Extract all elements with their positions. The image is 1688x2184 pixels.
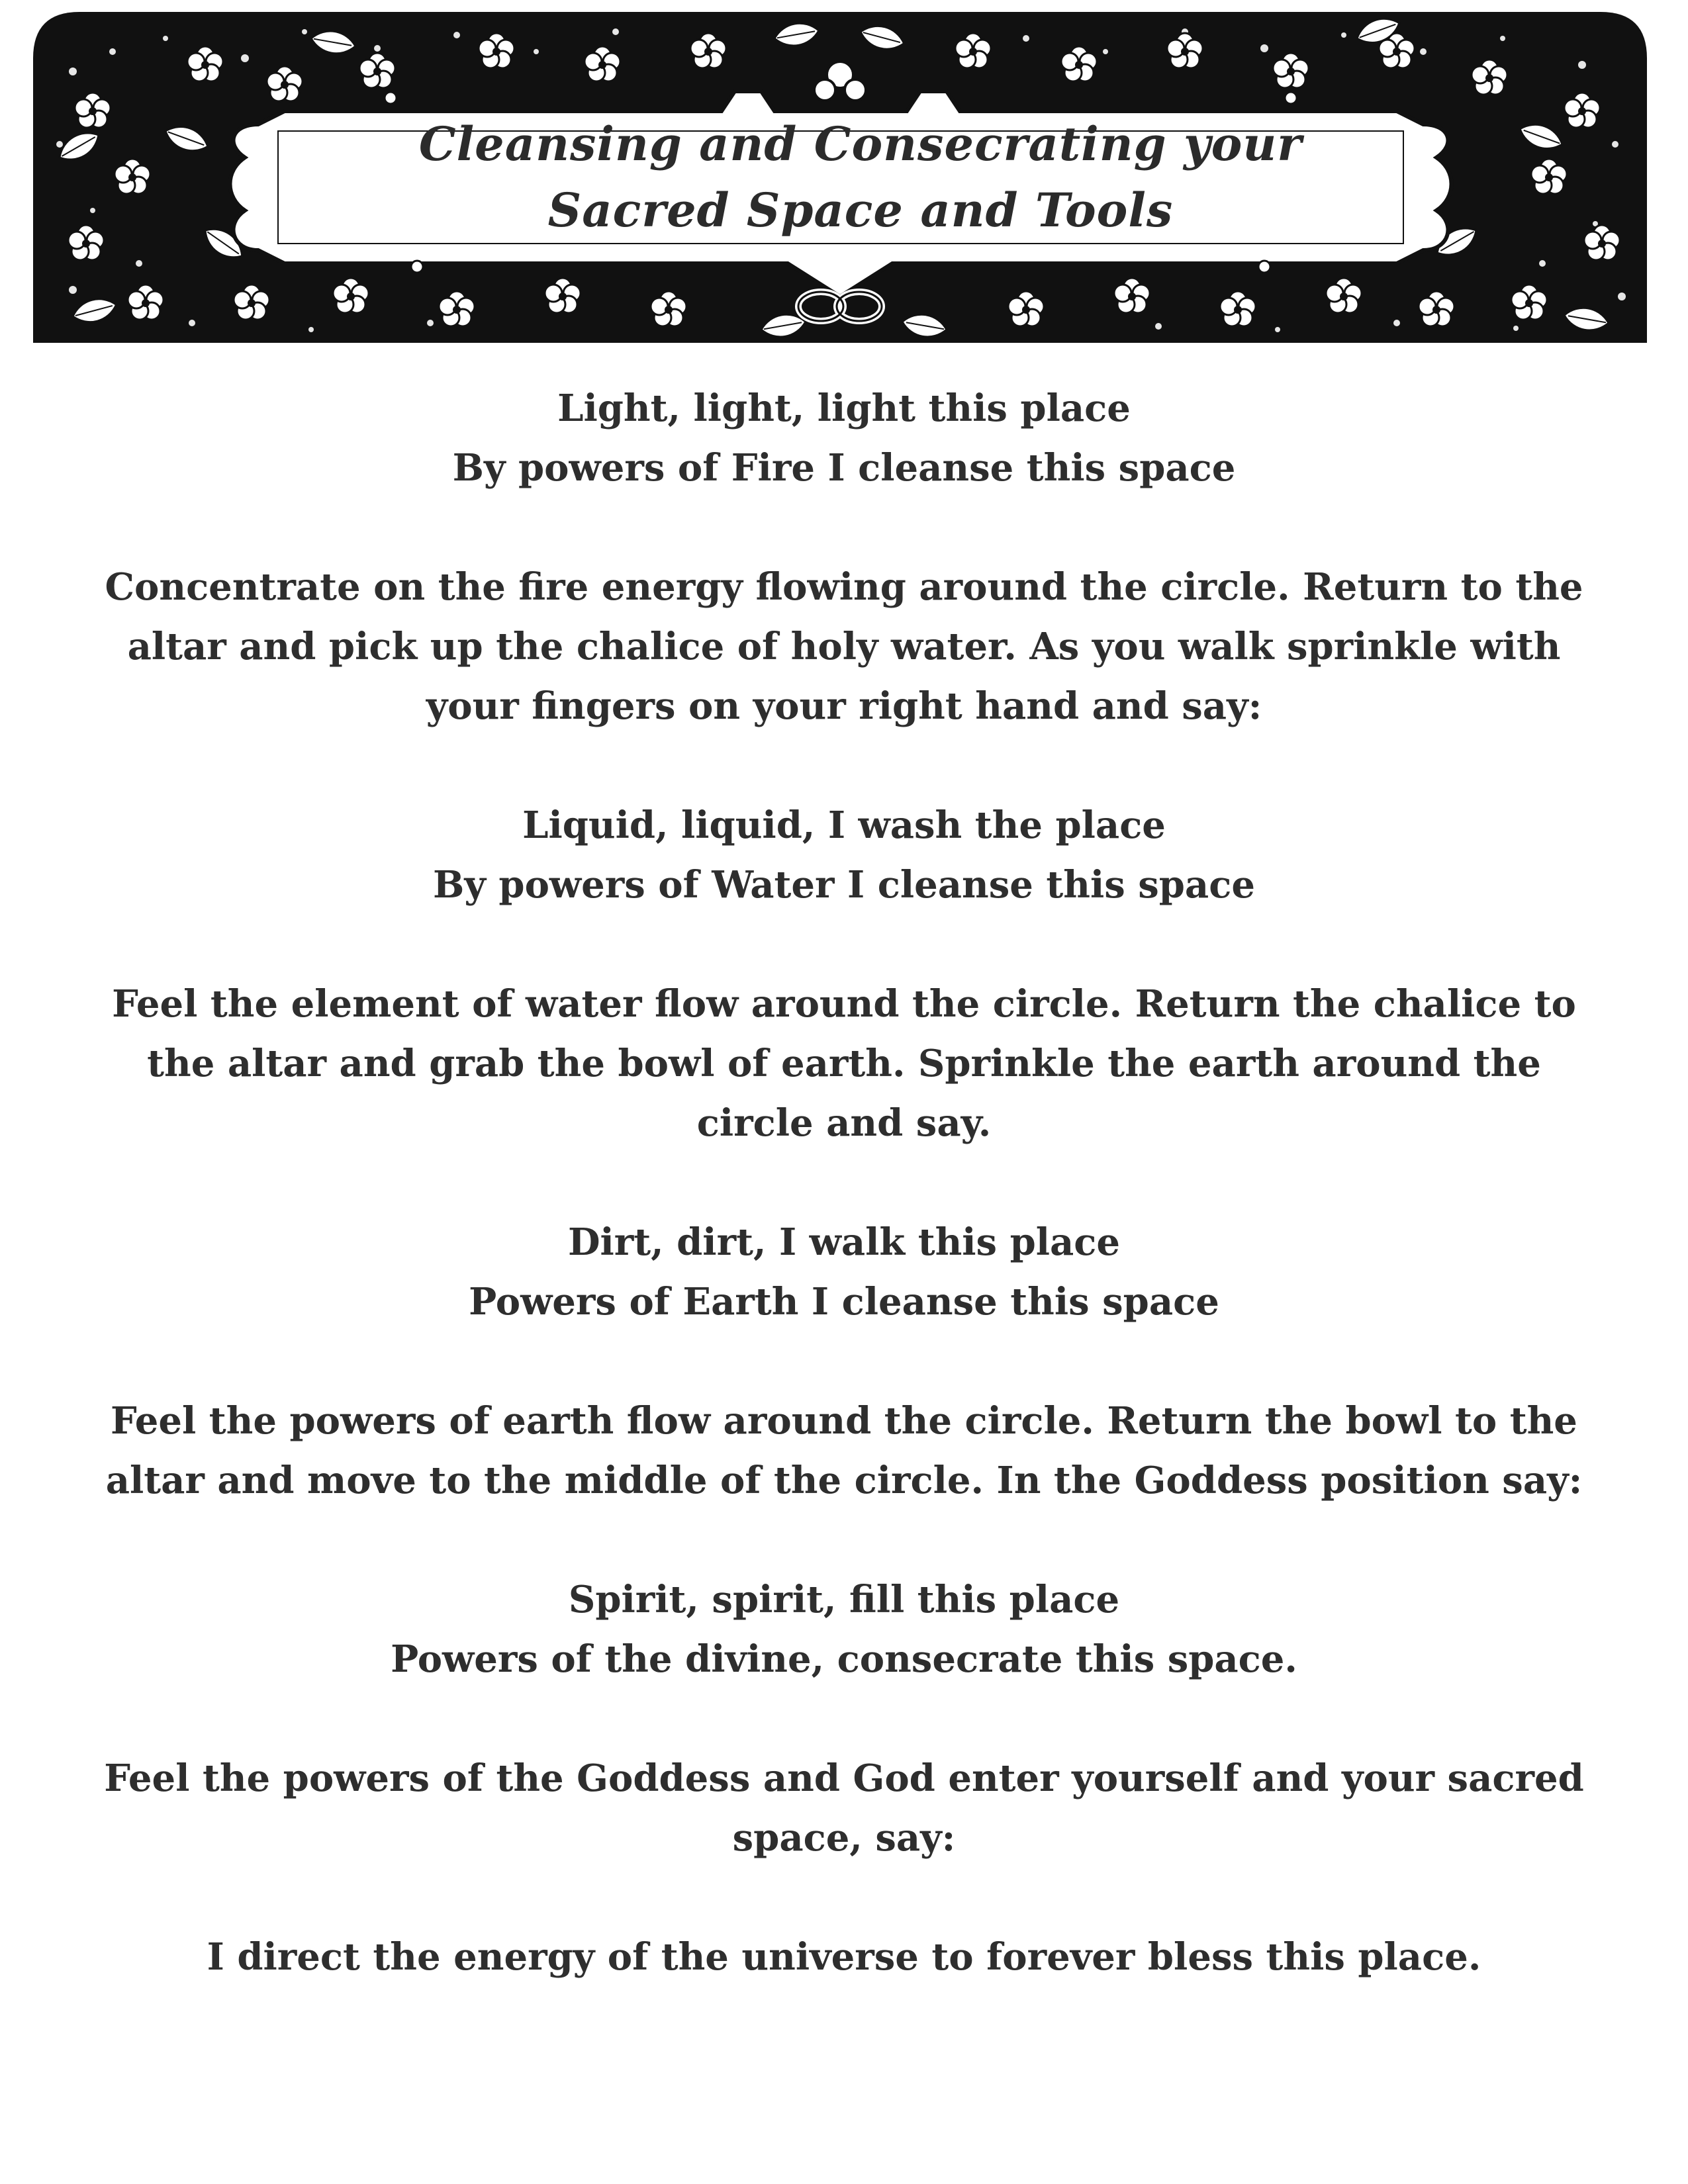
instruction-line: your fingers on your right hand and say: [426, 684, 1262, 728]
chant-line: Dirt, dirt, I walk this place [567, 1220, 1121, 1264]
instruction-spirit [20, 1391, 1668, 1510]
title-line: Sacred Space and Tools [547, 183, 1174, 238]
chant-line: Powers of the divine, consecrate this space. [391, 1637, 1297, 1681]
instruction-line: altar and move to the middle of the circle. In the Goddess position say: [105, 1459, 1583, 1502]
chant-line: By powers of Fire I cleanse this space [452, 446, 1236, 490]
instruction-line: space, say: [732, 1816, 956, 1860]
blessing [20, 1927, 1668, 1987]
document-body [20, 379, 1668, 2046]
page-title [278, 111, 1443, 244]
instruction-line: circle and say. [696, 1101, 992, 1145]
chant-spirit [20, 1570, 1668, 1689]
chant-earth [20, 1212, 1668, 1332]
chant-line: Liquid, liquid, I wash the place [522, 803, 1166, 847]
chant-line: By powers of Water I cleanse this space [433, 863, 1255, 907]
instruction-line: altar and pick up the chalice of holy water. As you walk sprinkle with [127, 625, 1561, 668]
chant-line: Light, light, light this place [557, 387, 1131, 430]
instruction-line: Feel the powers of the Goddess and God enter yourself and your sacred [104, 1756, 1584, 1800]
instruction-water [20, 557, 1668, 736]
instruction-line: the altar and grab the bowl of earth. Sprinkle the earth around the [147, 1042, 1541, 1085]
chant-line: Spirit, spirit, fill this place [568, 1578, 1120, 1621]
chant-water [20, 796, 1668, 915]
instruction-blessing [20, 1749, 1668, 1868]
chant-line: Powers of Earth I cleanse this space [469, 1280, 1219, 1324]
instruction-line: Concentrate on the fire energy flowing around the circle. Return to the [105, 565, 1583, 609]
title-line: Cleansing and Consecrating your [418, 116, 1303, 171]
instruction-line: Feel the element of water flow around the circle. Return the chalice to [112, 982, 1576, 1026]
chant-fire [20, 379, 1668, 498]
instruction-line: Feel the powers of earth flow around the circle. Return the bowl to the [111, 1399, 1577, 1443]
blessing-line: I direct the energy of the universe to forever bless this place. [207, 1935, 1481, 1979]
instruction-earth [20, 974, 1668, 1153]
